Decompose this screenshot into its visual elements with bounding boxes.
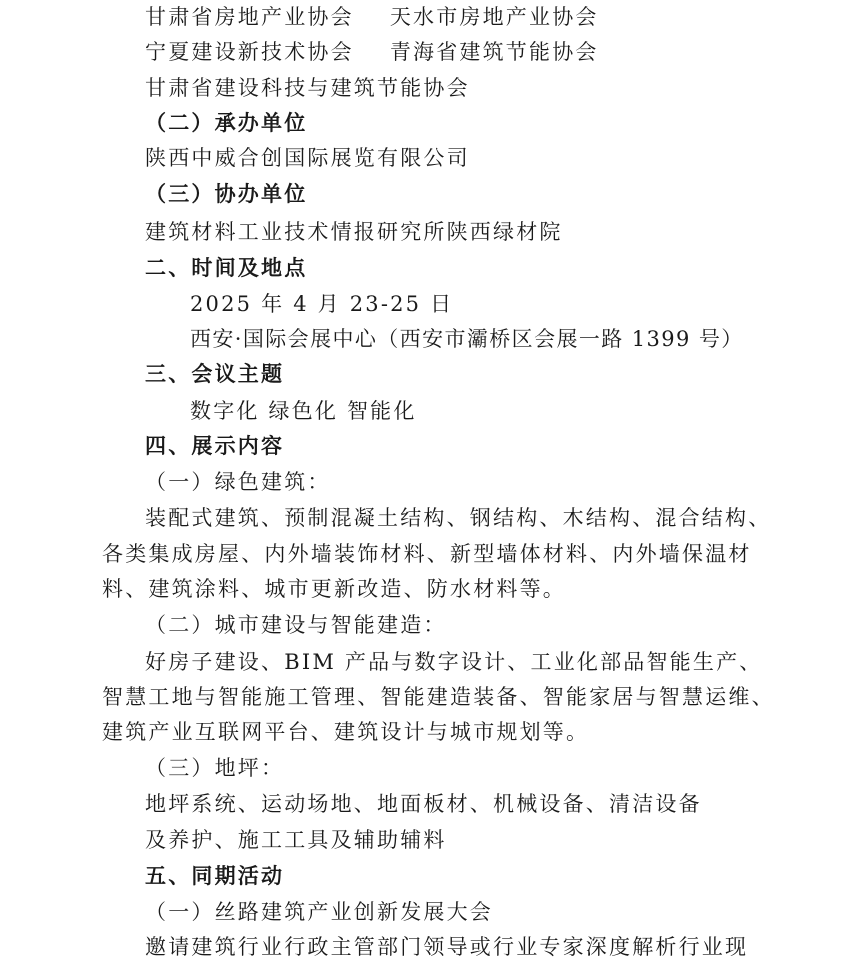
green-building-line-2: 各类集成房屋、内外墙装饰材料、新型墙体材料、内外墙保温材 xyxy=(102,542,752,566)
smart-building-line-1: 好房子建设、BIM 产品与数字设计、工业化部品智能生产、 xyxy=(145,650,763,674)
organizer-gansu-real-estate: 甘肃省房地产业协会 xyxy=(145,5,354,29)
organizer-row-2 xyxy=(145,37,599,67)
events-heading: 五、同期活动 xyxy=(145,863,285,888)
floor-line-2: 及养护、施工工具及辅助辅料 xyxy=(145,828,447,852)
exhibits-heading: 四、展示内容 xyxy=(145,433,285,458)
organizer-ningxia-tech: 宁夏建设新技术协会 xyxy=(145,40,354,64)
floor-line-1: 地坪系统、运动场地、地面板材、机械设备、清洁设备 xyxy=(145,792,702,816)
forum-heading: （一）丝路建筑产业创新发展大会 xyxy=(145,900,493,924)
time-place-heading: 二、时间及地点 xyxy=(145,255,308,280)
theme-text: 数字化 绿色化 智能化 xyxy=(190,399,417,423)
forum-line-1: 邀请建筑行业行政主管部门领导或行业专家深度解析行业现 xyxy=(145,935,749,959)
organizer-row-1 xyxy=(145,2,599,32)
organizer-qinghai-energy: 青海省建筑节能协会 xyxy=(389,40,599,64)
floor-heading: （三）地坪： xyxy=(145,756,285,780)
smart-building-heading: （二）城市建设与智能建造： xyxy=(145,613,447,637)
organizer-tianshui-real-estate: 天水市房地产业协会 xyxy=(389,5,599,29)
green-building-heading: （一）绿色建筑： xyxy=(145,470,331,494)
smart-building-line-3: 建筑产业互联网平台、建筑设计与城市规划等。 xyxy=(102,720,590,744)
co-organizer-name: 建筑材料工业技术情报研究所陕西绿材院 xyxy=(145,220,563,244)
green-building-line-3: 料、建筑涂料、城市更新改造、防水材料等。 xyxy=(102,577,566,601)
theme-heading: 三、会议主题 xyxy=(145,361,285,386)
host-name: 陕西中威合创国际展览有限公司 xyxy=(145,146,470,170)
event-date: 2025 年 4 月 23-25 日 xyxy=(190,292,454,316)
organizer-row-3: 甘肃省建设科技与建筑节能协会 xyxy=(145,76,470,100)
event-venue: 西安·国际会展中心（西安市灞桥区会展一路 1399 号） xyxy=(190,327,744,351)
green-building-line-1: 装配式建筑、预制混凝土结构、钢结构、木结构、混合结构、 xyxy=(145,506,772,530)
host-heading: （二）承办单位 xyxy=(145,110,308,135)
smart-building-line-2: 智慧工地与智能施工管理、智能建造装备、智能家居与智慧运维、 xyxy=(102,685,775,709)
co-organizer-heading: （三）协办单位 xyxy=(145,181,308,206)
